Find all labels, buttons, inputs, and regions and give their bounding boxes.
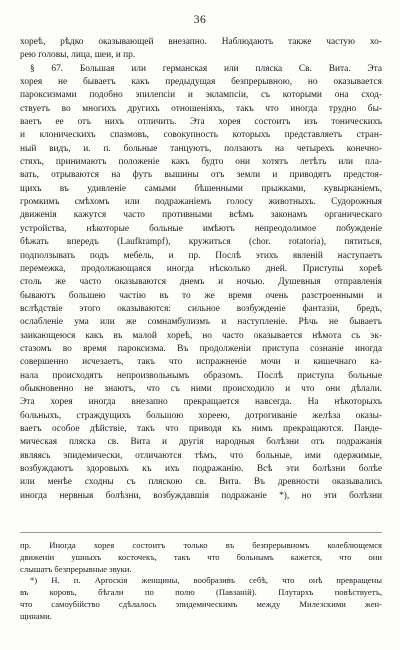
body-line: ствуетъ во многихъ другихъ отношеніяхъ, такъ что иногда трудно бы-: [20, 103, 382, 114]
page-number: 36: [193, 14, 207, 26]
footnote-line: движеніи ушныхъ косточекъ, такъ что больнымъ кажется, что они: [20, 551, 382, 562]
body-line: щихъ въ удивленіе самыми бѣшенными прыжками, кувырканіемъ,: [20, 183, 382, 194]
body-line: нала происходятъ непроизвольнымъ образомъ. Послѣ приступа больные: [20, 370, 382, 381]
body-line: перемежка, продолжающаяся иногда нѣсколько дней. Приступы хореѣ: [20, 263, 382, 274]
body-line: ослабленіе ума или же сомнамбулизмъ и наступленіе. Рѣчь не бываетъ: [20, 317, 382, 328]
body-line: больныхъ, страждущихъ большою хореею, дотрогиваніе желѣза оказы-: [20, 410, 382, 421]
body-line: ваетъ особое дѣйствіе, такъ что приводя къ нимъ прекращаются. Панде-: [20, 423, 382, 434]
body-text: [20, 36, 382, 503]
body-line: и клоническихъ спазмовъ, совокупность которыхъ представляетъ стран-: [20, 130, 382, 141]
footnote-line: пр. Иногда хорея состоитъ только въ безпрерывномъ колеблющемся: [20, 540, 382, 550]
body-line: вать, отрываются на футъ вышины отъ земли и приводятъ предстоя-: [20, 170, 382, 181]
body-line: бѣжать впередъ (Laufkrampf), кружиться (chor. rotatoria), пятиться,: [20, 237, 382, 248]
footnotes: [20, 540, 382, 623]
body-line: пароксизмами подобно эпилепсіи и эклампсіи, съ которыми она сход-: [20, 90, 382, 101]
body-line: совершенно исчезаетъ, такъ что испражненіе мочи и кишечнаго ка-: [20, 357, 382, 368]
body-line: подползывать подъ мебель, и пр. Послѣ этихъ явленій наступаетъ: [20, 250, 382, 261]
body-line: ваетъ ее отъ нихъ отличить. Эта хорея состоитъ изъ тоническихъ: [20, 117, 382, 128]
footnote-line: въ коровъ, бѣгали по полю (Павзаній). Плутархъ повѣствуетъ,: [20, 587, 382, 598]
body-line: бываютъ большею частію въ то же время очень разстроенными и: [20, 290, 382, 301]
body-line: громкимъ смѣхомъ или подражаніемъ голосу животныхъ. Судорожныя: [20, 197, 382, 208]
body-line: обыкновенно не знаютъ, что съ ними происходило и что они дѣлали.: [20, 383, 382, 394]
body-line: хореѣ, рѣдко оказывающей внезапно. Наблюдаютъ также частую хо-: [20, 37, 382, 47]
body-line: вслѣдствіе этого оказываются: сильное возбужденіе фантазіи, бредъ,: [20, 303, 382, 314]
body-line: мическая пляска св. Вита и другія народныя болѣзни отъ подражанія: [20, 437, 382, 448]
body-line: столь же часто оказываются днемъ и ночью. Душевныя отправленія: [20, 277, 382, 288]
footnote-line: *) Н. п. Аргоскія женщины, вообразивъ себѣ, что онѣ превращены: [30, 575, 382, 586]
body-line: стяхъ, принимаютъ положеніе какъ будто они хотятъ летѣть или пла-: [20, 157, 382, 168]
body-line: или менѣе сходны съ пляскою св. Вита. Въ древности оказывались: [20, 477, 382, 488]
footnote-line: щинами.: [20, 610, 52, 621]
footnote-line: что самоубійство сдѣлалось эпидемическимъ между Милезскими жен-: [20, 598, 382, 609]
footnote-line: слышатъ безпрерывные звуки.: [20, 563, 132, 574]
footnote-divider: [20, 532, 382, 533]
body-line: хорея не бываетъ какъ предыдущая безпрерывною, но оказывается: [20, 77, 382, 88]
body-line: возбуждаютъ здоровыхъ къ ихъ подражанію. Всѣ эти болѣзни болѣе: [20, 464, 382, 474]
body-line: являясь эпидемически, отличаются тѣмъ, что больные, ими одержимые,: [20, 450, 382, 461]
body-line: движенія кажутся часто противными всѣмъ законамъ органическаго: [20, 210, 382, 221]
body-line: стазомъ во время пароксизма. Въ продолженіи приступа сознаніе иногда: [20, 343, 382, 354]
body-line: рею головы, лица, шеи, и пр.: [20, 50, 136, 61]
section-heading-line: § 67. Большая или германская или пляска Св. Вита. Эта: [30, 63, 382, 74]
body-line: ный видъ, и. п. больные танцуютъ, ползаютъ на четырехъ конечно-: [20, 143, 382, 154]
body-line: устройства, нѣкоторые больные имѣютъ непреодолимое побужденіе: [20, 223, 382, 234]
body-line: иногда нервныя болѣзни, возбуждавшія подражаніе *), но эти болѣзни: [20, 490, 382, 501]
body-line: заикающеюся какъ въ малой хореѣ, но часто оказывается нѣмота съ эк-: [20, 330, 382, 341]
body-line: Эта хорея иногда внезапно прекращается навсегда. На нѣкоторыхъ: [20, 397, 382, 408]
